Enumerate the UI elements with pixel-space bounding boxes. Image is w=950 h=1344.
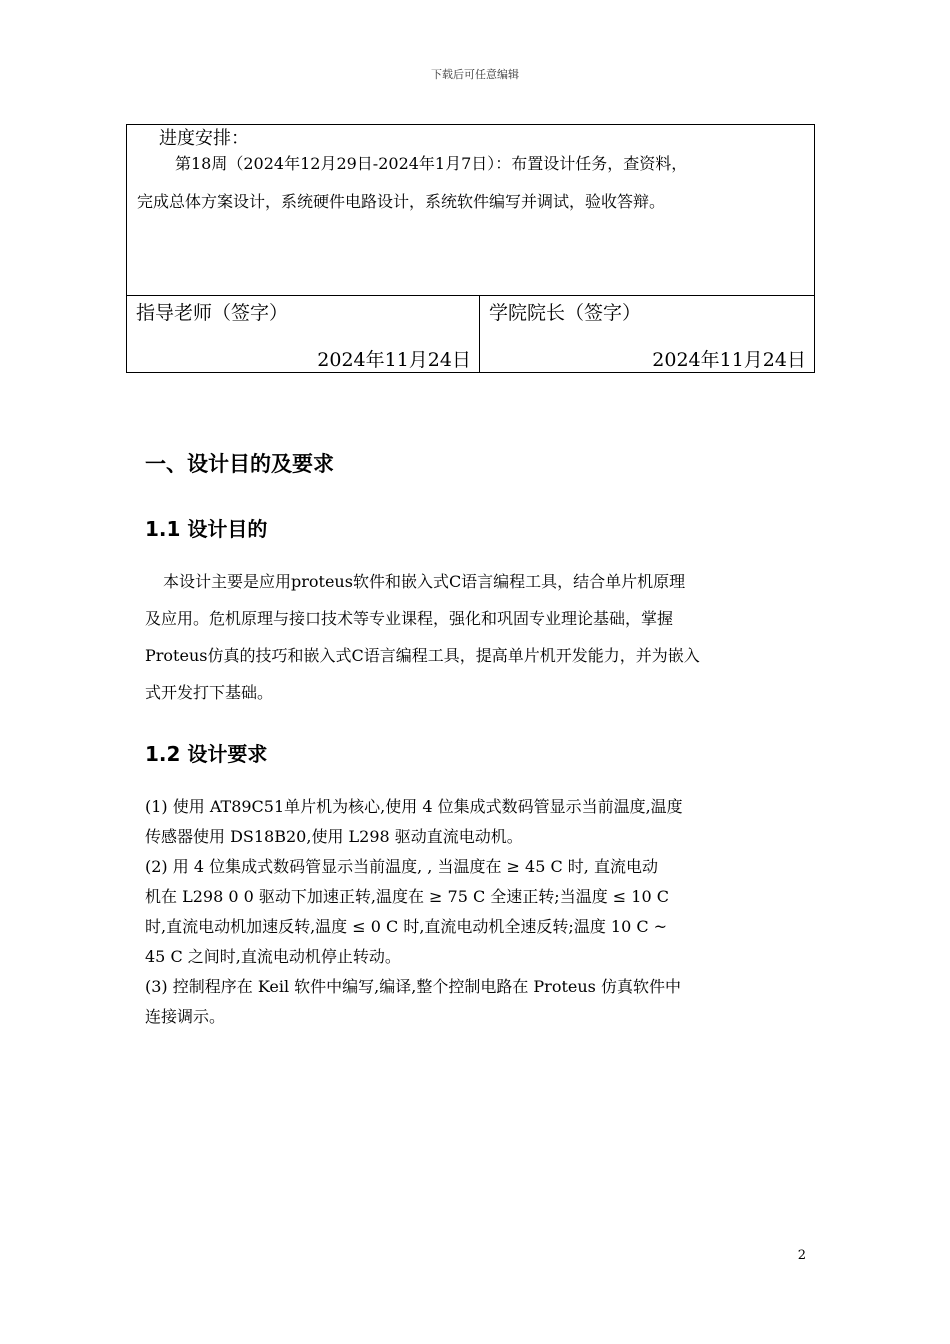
header-note: 下载后可任意编辑 [431, 68, 519, 81]
dean-date: 2024年11月24日 [652, 349, 806, 371]
advisor-signature-cell [127, 296, 480, 372]
dean-label: 学院院长（签字） [489, 302, 642, 324]
paragraph-line: 及应用。危机原理与接口技术等专业课程，强化和巩固专业理论基础，掌握 [145, 609, 674, 628]
dean-signature-cell [480, 296, 814, 372]
requirement-line: (3) 控制程序在 Keil 软件中编写,编译,整个控制电路在 Proteus 仿真软件中 [145, 977, 681, 996]
page-number: 2 [797, 1248, 806, 1263]
advisor-date: 2024年11月24日 [317, 349, 471, 371]
requirement-line: 机在 L298 0 0 驱动下加速正转,温度在 ≥ 75 C 全速正转;当温度 ≤ 10 C [145, 887, 669, 906]
schedule-title: 进度安排： [159, 128, 249, 149]
paragraph-line: Proteus仿真的技巧和嵌入式C语言编程工具，提高单片机开发能力，并为嵌入 [145, 646, 700, 665]
paragraph-line: 式开发打下基础。 [145, 683, 274, 702]
subsection-heading-purpose: 1.1 设计目的 [145, 517, 268, 541]
purpose-paragraph [145, 563, 810, 711]
advisor-label: 指导老师（签字） [136, 302, 289, 324]
schedule-line: 完成总体方案设计，系统硬件电路设计，系统软件编写并调试，验收答辩。 [137, 192, 666, 211]
requirement-line: (1) 使用 AT89C51单片机为核心,使用 4 位集成式数码管显示当前温度,温度 [145, 797, 683, 816]
schedule-cell [127, 125, 814, 296]
signature-row [127, 296, 814, 372]
section-heading: 一、设计目的及要求 [145, 452, 334, 476]
paragraph-line: 本设计主要是应用proteus软件和嵌入式C语言编程工具，结合单片机原理 [163, 572, 686, 591]
schedule-line: 第18周（2024年12月29日-2024年1月7日）：布置设计任务，查资料， [175, 154, 688, 173]
requirement-line: (2) 用 4 位集成式数码管显示当前温度, , 当温度在 ≥ 45 C 时, 直流电动 [145, 857, 658, 876]
requirements-list [145, 792, 810, 1032]
requirement-line: 传感器使用 DS18B20,使用 L298 驱动直流电动机。 [145, 827, 523, 846]
subsection-heading-requirements: 1.2 设计要求 [145, 742, 268, 766]
requirement-line: 45 C 之间时,直流电动机停止转动。 [145, 947, 401, 966]
schedule-table [126, 124, 815, 373]
requirement-line: 时,直流电动机加速反转,温度 ≤ 0 C 时,直流电动机全速反转;温度 10 C ~ [145, 917, 668, 936]
requirement-line: 连接调示。 [145, 1007, 226, 1026]
